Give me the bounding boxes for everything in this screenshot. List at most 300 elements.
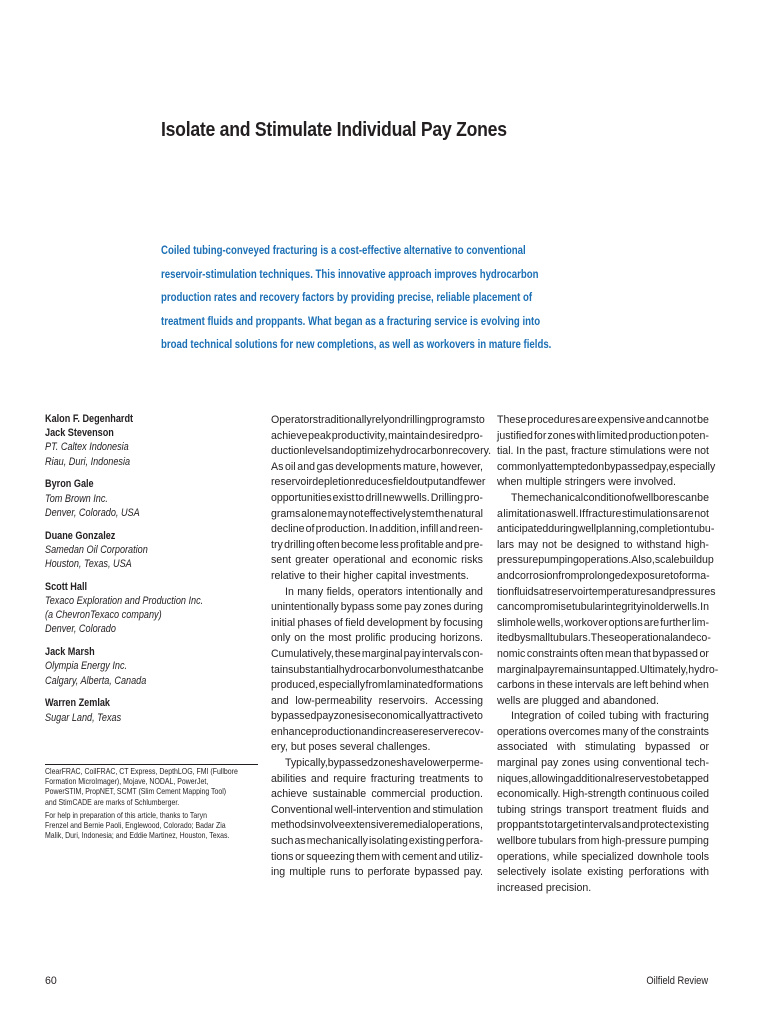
body-word: rely [371, 414, 389, 426]
body-text-line [497, 538, 709, 554]
body-word: operators [357, 585, 403, 598]
body-word: perfora- [445, 835, 483, 848]
body-word: condition [583, 491, 626, 504]
body-word: to [655, 772, 665, 785]
body-word: economically. [497, 788, 561, 801]
body-word: pay [537, 663, 555, 676]
body-text-line [271, 818, 483, 834]
body-text-line [271, 725, 483, 741]
body-word: extensive [344, 819, 390, 832]
body-word: tech- [685, 757, 709, 770]
author-affiliation: Sugar Land, Texas [45, 711, 122, 724]
body-text-line [271, 616, 483, 632]
body-word: target [554, 819, 582, 832]
author-affiliation: (a ChevronTexaco company) [45, 609, 162, 622]
body-word: effectively [363, 507, 411, 520]
body-word: existing [408, 835, 445, 848]
body-word: production. [315, 523, 368, 536]
body-word: zones [373, 757, 402, 770]
body-word: less [379, 538, 399, 551]
body-word: hydro- [688, 663, 719, 676]
body-text-line [271, 538, 483, 554]
body-word: and [441, 476, 460, 489]
body-word: These [590, 632, 621, 645]
body-word: treatment [612, 803, 658, 816]
body-word: hydrocarbon [389, 445, 449, 458]
body-word: maintain [388, 429, 429, 442]
author-entry [45, 477, 260, 520]
body-word: horizons. [439, 632, 483, 645]
body-word: become [340, 538, 379, 551]
body-word: be [697, 491, 709, 504]
body-word: existing [673, 819, 709, 832]
body-text-line [271, 834, 483, 850]
body-word: many [602, 725, 629, 738]
body-word: pumping [538, 554, 579, 567]
body-text-line [497, 553, 714, 569]
body-text-line [271, 491, 483, 507]
body-word: ing [271, 866, 286, 879]
body-word: reservoirs. [378, 694, 429, 707]
body-word: bypassed [327, 757, 374, 770]
body-word: fracturing [370, 772, 415, 785]
body-text-line [497, 725, 709, 741]
body-word: pressures [669, 585, 716, 598]
body-word: from [558, 569, 580, 582]
body-word: production. [430, 788, 483, 801]
body-word: wellbore [497, 835, 537, 848]
body-text-line [497, 663, 719, 679]
body-word: pro- [464, 491, 483, 504]
publication-name: Oilfield Review [646, 975, 708, 987]
body-word: not [694, 507, 709, 520]
author-entry [45, 696, 260, 724]
body-text-line [497, 834, 709, 850]
body-word: downhole [637, 850, 683, 863]
body-word: and [672, 632, 691, 645]
body-text-line [497, 491, 709, 507]
body-text-line [497, 569, 709, 585]
body-text-line [497, 429, 709, 445]
body-word: peak [308, 429, 332, 442]
body-word: remedial [389, 819, 431, 832]
body-word: can [497, 601, 515, 614]
body-word: unintentionally [271, 601, 339, 614]
body-word: and [445, 538, 463, 551]
body-text-line [271, 709, 483, 725]
body-word: the [309, 632, 325, 645]
body-word: profitable [400, 538, 444, 551]
body-word: on [592, 460, 605, 473]
body-word: perforate [367, 866, 411, 879]
body-word: substantial [288, 663, 339, 676]
body-word: reduces [355, 476, 393, 489]
body-text: wells are plugged and abandoned. [497, 694, 659, 707]
body-text-line [497, 756, 709, 772]
body-word: cement [402, 850, 438, 863]
body-word: traditionally [318, 414, 372, 426]
body-word: producing [389, 632, 437, 645]
body-word: tain [271, 663, 289, 676]
body-word: economic [411, 554, 457, 567]
body-word: exist [332, 491, 355, 504]
body-word: In [369, 523, 378, 536]
body-text-line [271, 803, 483, 819]
body-word: temperatures [588, 585, 652, 598]
body-word: sustainable [312, 788, 367, 801]
body-word: zones [561, 757, 591, 770]
body-word: such [271, 835, 294, 848]
body-word: with [690, 866, 709, 879]
body-text-line [497, 740, 709, 756]
body-word: fracturing [664, 710, 709, 723]
body-word: produced, [271, 679, 319, 692]
body-word: that [633, 647, 651, 660]
body-word: as [545, 507, 557, 520]
body-word: development [366, 616, 428, 629]
body-word: zones [333, 710, 362, 723]
body-word: mean [605, 647, 632, 660]
body-word: stem [411, 507, 435, 520]
body-word: associated [497, 741, 548, 754]
body-word: recovery. [448, 445, 492, 458]
body-word: Operators [271, 414, 319, 426]
body-word: In [285, 585, 294, 598]
body-word: and [361, 725, 379, 738]
body-word: economically [369, 710, 431, 723]
body-text-line [497, 600, 709, 616]
body-word: achieve [271, 788, 308, 801]
body-word: are [581, 414, 597, 426]
body-word: of [630, 725, 639, 738]
body-text-line [271, 460, 483, 476]
body-word: expensive [597, 414, 646, 426]
body-word: involve [311, 819, 345, 832]
body-word: require [333, 772, 367, 785]
body-word: allowing [531, 772, 570, 785]
body-word: lower [424, 757, 450, 770]
body-word: these [334, 647, 361, 660]
body-word: some [376, 601, 403, 614]
body-text-line [271, 600, 483, 616]
body-word: fewer [459, 476, 486, 489]
body-word: drill [365, 491, 382, 504]
body-word: while [553, 850, 578, 863]
body-word: are [678, 507, 694, 520]
body-word: squeezing [306, 850, 355, 863]
body-word: by [514, 632, 526, 645]
body-word: intervals [581, 819, 622, 832]
body-word: addition, [379, 523, 420, 536]
body-word: have [401, 757, 425, 770]
abstract-line: reservoir-stimulation techniques. This innovative approach improves hydrocarbon [161, 267, 539, 281]
body-word: poten- [678, 429, 709, 442]
body-word: during [548, 523, 578, 536]
body-word: Also, [631, 554, 655, 567]
body-word: isolate [551, 866, 582, 879]
body-word: most [328, 632, 352, 645]
body-word: workover [564, 616, 608, 629]
abstract-line: production rates and recovery factors by providing precise, reliable placement of [161, 291, 533, 305]
body-word: levels [305, 445, 333, 458]
body-word: grams [271, 507, 301, 520]
body-word: scale [654, 554, 680, 567]
body-word: may [327, 507, 348, 520]
body-word: field [392, 476, 413, 489]
body-word: bypass [340, 601, 375, 614]
body-word: wellbores [634, 491, 680, 504]
body-word: pre- [464, 538, 483, 551]
body-word: prolific [355, 632, 386, 645]
body-word: constraints [657, 725, 709, 738]
body-word: with [381, 850, 401, 863]
body-word: tubu- [690, 523, 715, 536]
body-word: fields, [326, 585, 355, 598]
body-text-line [497, 616, 709, 632]
body-text-line [497, 585, 716, 601]
body-word: Integration [511, 710, 562, 723]
body-word: specialized [581, 850, 634, 863]
body-word: of [333, 616, 343, 629]
body-word: operations, [430, 819, 483, 832]
body-word: often [579, 647, 604, 660]
body-word: tubulars. [550, 632, 591, 645]
body-text-line [497, 818, 709, 834]
body-word: eco- [690, 632, 711, 645]
body-word: left [633, 679, 648, 692]
body-text-line [497, 787, 709, 803]
body-word: older [649, 601, 674, 614]
body-word: isolating [368, 835, 408, 848]
body-word: forma- [679, 569, 710, 582]
body-word: desired [428, 429, 464, 442]
body-text-line [271, 647, 483, 663]
body-word: high-pressure [601, 835, 667, 848]
body-word: tubing [609, 710, 639, 723]
body-word: pay [541, 757, 559, 770]
author-affiliation: Texaco Exploration and Production Inc. [45, 595, 204, 608]
body-word: ited [497, 632, 515, 645]
body-word: compromise [514, 601, 572, 614]
body-word: to [670, 569, 680, 582]
body-word: is [361, 710, 370, 723]
body-text-line [497, 865, 709, 881]
body-word: lars [497, 538, 515, 551]
body-word: be [664, 772, 677, 785]
acknowledgement-line: Frenzel and Bernie Paoli, Englewood, Colorado; Badar Zia [45, 821, 226, 831]
trademark-note-line: ClearFRAC, CoilFRAC, CT Express, DepthLOG, FMI (Fullbore [45, 767, 238, 776]
article-abstract [161, 239, 679, 357]
body-text-line [271, 507, 483, 523]
body-word: protect [640, 819, 673, 832]
body-word: corrosion [514, 569, 559, 582]
body-word: programs [431, 414, 476, 426]
author-name: Jack Marsh [45, 646, 95, 659]
body-word: the [640, 725, 656, 738]
body-word: operations, [497, 850, 550, 863]
body-word: Typically, [285, 757, 328, 770]
body-word: transport [566, 803, 609, 816]
body-word: opportunities [271, 491, 332, 504]
body-word: stimulations [621, 507, 678, 520]
author-affiliation: Riau, Duri, Indonesia [45, 455, 131, 468]
article-title: Isolate and Stimulate Individual Pay Zones [161, 118, 507, 141]
body-word: con- [462, 647, 483, 660]
body-word: and [465, 585, 483, 598]
body-word: intervals [421, 647, 462, 660]
body-word: stimulating [585, 741, 636, 754]
body-text-line [497, 881, 709, 897]
body-word: especially [318, 679, 366, 692]
body-text-line [271, 522, 483, 538]
body-word: to [544, 819, 554, 832]
body-word: achieve [271, 429, 308, 442]
body-word: only [271, 632, 291, 645]
body-word: fracture [571, 445, 608, 458]
body-text-line [271, 663, 483, 679]
body-word: when [683, 679, 709, 692]
body-word: intentionally [405, 585, 462, 598]
body-word: zones [547, 429, 576, 442]
body-word: cannot [664, 414, 697, 426]
body-word: conventional [622, 757, 682, 770]
body-word: in [641, 601, 650, 614]
body-word: and [621, 819, 640, 832]
body-word: The [511, 491, 530, 504]
body-word: well-intervention [334, 803, 412, 816]
body-word: field [345, 616, 365, 629]
body-word: selectively [497, 866, 546, 879]
body-word: operations. [578, 554, 632, 567]
body-word: low-permeability [295, 694, 372, 707]
body-word: for [533, 429, 547, 442]
abstract-line: Coiled tubing-conveyed fracturing is a cost-effective alternative to conventional [161, 244, 526, 257]
body-word: operational [620, 632, 673, 645]
body-word: production [311, 725, 362, 738]
body-word: of [625, 491, 635, 504]
body-word: increase [378, 725, 419, 738]
body-text-line [271, 865, 483, 881]
body-text-line [271, 678, 483, 694]
body-word: or [699, 647, 709, 660]
body-word: utiliz- [458, 850, 483, 863]
body-word: risks [461, 554, 483, 567]
body-word: and [389, 554, 408, 567]
body-word: multiple [289, 866, 326, 879]
body-word: that [437, 663, 455, 676]
author-affiliation: PT. Caltex Indonesia [45, 441, 129, 454]
body-word: focusing [443, 616, 483, 629]
body-word: reservoir [547, 585, 589, 598]
body-word: coiled [577, 710, 606, 723]
body-text-line [497, 507, 709, 523]
body-column-2 [497, 413, 719, 896]
body-word: and [310, 772, 329, 785]
body-text-line [497, 772, 709, 788]
footnote-divider [45, 764, 258, 765]
body-text-line [271, 569, 483, 585]
body-word: designed [576, 538, 620, 551]
body-word: pay [404, 601, 422, 614]
body-word: gas [316, 460, 334, 473]
body-text-line [271, 850, 483, 866]
trademark-note-line: and StimCADE are marks of Schlumberger. [45, 797, 180, 807]
body-word: tubing [497, 803, 526, 816]
trademark-note-line: PowerSTIM, PropNET, SCMT (Slim Cement Mapping Tool) [45, 787, 227, 797]
body-word: limitation [503, 507, 546, 520]
body-text-line [497, 522, 715, 538]
body-word: and [297, 460, 315, 473]
body-word: the [435, 507, 450, 520]
body-word: a [497, 507, 503, 520]
body-word: to [475, 414, 485, 426]
body-word: pay. [463, 866, 483, 879]
body-word: bypassed [652, 647, 698, 660]
body-word: slimhole [497, 616, 536, 629]
body-word: of [305, 523, 315, 536]
body-word: lim- [691, 616, 709, 629]
body-word: tools [686, 850, 709, 863]
body-word: in [536, 679, 545, 692]
body-word: tapped [676, 772, 709, 785]
body-word: and [497, 569, 515, 582]
body-word: runs [329, 866, 351, 879]
body-word: Ultimately, [639, 663, 689, 676]
body-word: planning, [595, 523, 639, 536]
body-word: the [527, 445, 543, 458]
abstract-line: broad technical solutions for new completions, as well as workovers in mature fields. [161, 338, 552, 352]
body-word: fracture [585, 507, 622, 520]
body-text-line [271, 553, 483, 569]
body-text-line [271, 429, 483, 445]
body-word: niques, [497, 772, 532, 785]
body-word: using [593, 757, 619, 770]
body-word: bypassed [644, 741, 691, 754]
body-word: small [525, 632, 551, 645]
body-word: initial [271, 616, 296, 629]
body-word: stimulation [432, 803, 483, 816]
body-word: and [332, 445, 350, 458]
author-name: Jack Stevenson [45, 427, 114, 440]
body-word: during [453, 601, 483, 614]
author-name: Warren Zemlak [45, 697, 110, 710]
body-word: not [542, 538, 557, 551]
body-word: and [412, 803, 431, 816]
body-word: drilling [400, 414, 432, 426]
body-word: can [679, 491, 697, 504]
body-word: bypassed [271, 710, 317, 723]
body-word: pay [316, 710, 334, 723]
body-word: developments [335, 460, 402, 473]
body-word: fluids [661, 803, 687, 816]
body-word: mature, [403, 460, 439, 473]
author-name: Duane Gonzalez [45, 529, 116, 542]
body-word: laminated [387, 679, 434, 692]
body-word: In [516, 445, 526, 458]
body-word: not [348, 507, 364, 520]
body-word: buildup [679, 554, 714, 567]
body-word: enhance [271, 725, 312, 738]
body-word: abilities [271, 772, 307, 785]
body-word: tions [271, 850, 294, 863]
body-word: try [271, 538, 283, 551]
body-word: hydrocarbon [338, 663, 398, 676]
body-word: and [438, 850, 457, 863]
body-text-line [271, 787, 483, 803]
body-text-line [271, 756, 483, 772]
body-word: high- [685, 538, 709, 551]
body-word: untapped. [592, 663, 640, 676]
